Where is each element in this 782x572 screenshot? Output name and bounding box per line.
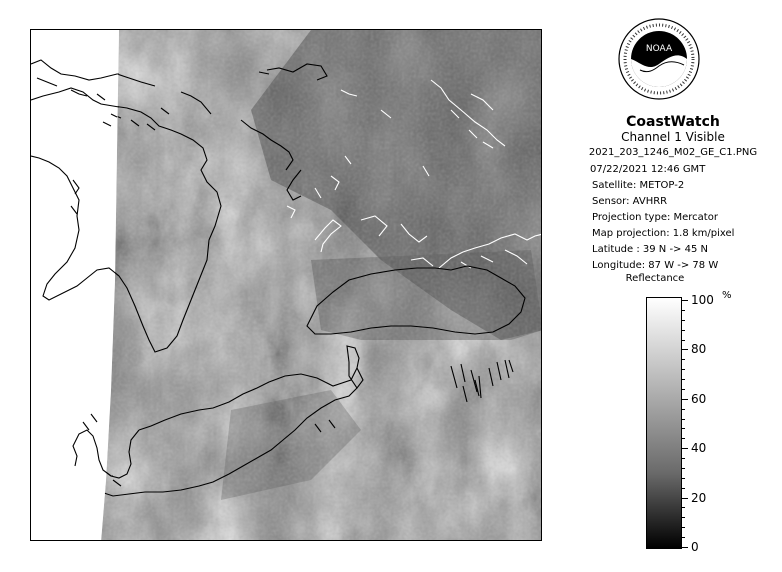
channel-name: Channel 1 Visible [621, 130, 725, 144]
colorbar-tick-label: 40 [691, 441, 707, 456]
date-time: 07/22/2021 12:46 GMT [590, 164, 706, 175]
colorbar-minor-tick [682, 507, 685, 508]
colorbar-minor-tick [682, 438, 685, 439]
colorbar-minor-tick [682, 478, 685, 479]
noaa-logo-icon [618, 18, 700, 100]
colorbar-tick-label: 80 [691, 342, 707, 357]
longitude-range: Longitude: 87 W -> 78 W [592, 260, 719, 271]
logo-text: NOAA [645, 44, 673, 54]
legend-unit: % [722, 290, 732, 301]
colorbar-tick-label: 60 [691, 391, 707, 406]
sensor-label: Sensor: AVHRR [592, 196, 668, 207]
legend-title: Reflectance [625, 273, 685, 284]
colorbar-minor-tick [682, 419, 685, 420]
colorbar-minor-tick [682, 409, 685, 410]
satellite-label: Satellite: METOP-2 [592, 180, 685, 191]
file-name: 2021_203_1246_M02_GE_C1.PNG [588, 147, 758, 158]
satellite-image [30, 29, 542, 541]
colorbar-major-tick [682, 300, 688, 301]
colorbar-tick-label: 20 [691, 490, 707, 505]
colorbar-minor-tick [682, 379, 685, 380]
image-swath [101, 30, 542, 541]
colorbar-major-tick [682, 399, 688, 400]
colorbar-minor-tick [682, 458, 685, 459]
colorbar-minor-tick [682, 517, 685, 518]
colorbar-tick-label: 0 [691, 540, 699, 554]
satellite-image-svg [31, 30, 542, 541]
colorbar-minor-tick [682, 537, 685, 538]
colorbar-minor-tick [682, 330, 685, 331]
colorbar-minor-tick [682, 340, 685, 341]
map-projection: Map projection: 1.8 km/pixel [592, 228, 735, 239]
colorbar-minor-tick [682, 488, 685, 489]
colorbar-minor-tick [682, 310, 685, 311]
colorbar-minor-tick [682, 428, 685, 429]
colorbar-major-tick [682, 349, 688, 350]
latitude-range: Latitude : 39 N -> 45 N [592, 244, 708, 255]
colorbar-tick-label: 100 [691, 293, 714, 307]
colorbar-minor-tick [682, 369, 685, 370]
product-title: CoastWatch [626, 114, 720, 130]
colorbar-minor-tick [682, 320, 685, 321]
colorbar-minor-tick [682, 468, 685, 469]
colorbar-major-tick [682, 547, 688, 548]
colorbar-major-tick [682, 498, 688, 499]
colorbar-minor-tick [682, 359, 685, 360]
colorbar-minor-tick [682, 389, 685, 390]
colorbar-major-tick [682, 448, 688, 449]
colorbar [646, 297, 682, 549]
colorbar-minor-tick [682, 527, 685, 528]
projection-type: Projection type: Mercator [592, 212, 718, 223]
